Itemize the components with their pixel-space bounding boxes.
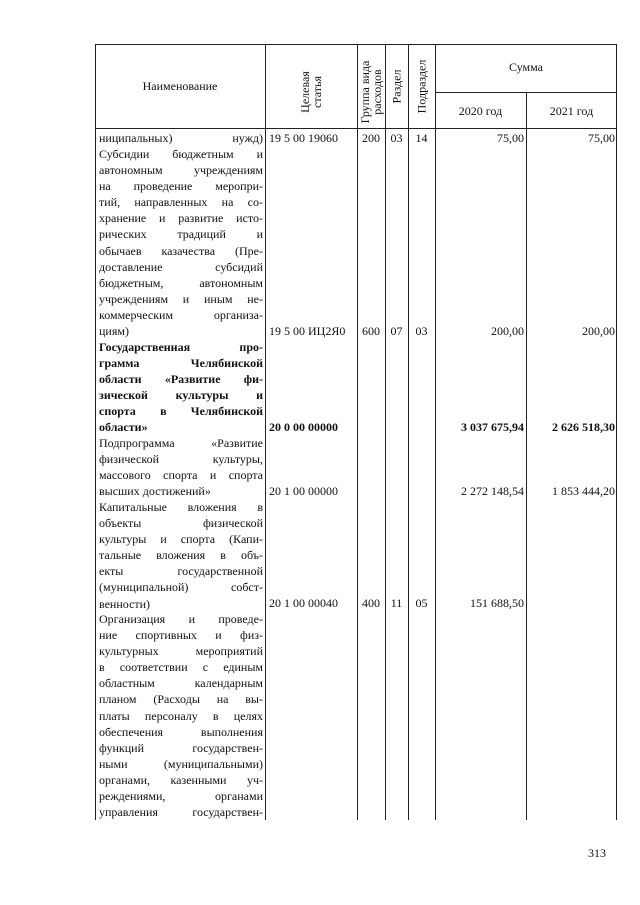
page-number: 313 bbox=[588, 846, 606, 860]
row-code: 19 5 00 ИЦ2Я0 bbox=[269, 324, 346, 338]
table-border-right bbox=[616, 44, 617, 820]
row-sum-2021: 1 853 444,20 bbox=[552, 484, 615, 498]
header-subsection: Подраздел bbox=[414, 59, 429, 114]
row-name: Организация и проведе- ние спортивных и физ- культурных мероприятий в соответствии с единым областным календарным планом (Расходы на вы- платы персоналу в целях обеспечения выполнения функций государствен- ными (муниципальными) органами, казенными уч- реждениями, органами управления государствен- bbox=[99, 612, 263, 820]
row-sum-2021: 2 626 518,30 bbox=[552, 420, 615, 434]
row-sum-2020: 200,00 bbox=[491, 324, 524, 338]
header-target-article: Целевая статья bbox=[298, 71, 324, 113]
row-sum-2021: 200,00 bbox=[582, 324, 615, 338]
row-sum-2020: 75,00 bbox=[497, 131, 524, 145]
header-year-2021: 2021 год bbox=[549, 104, 594, 118]
row-section: 11 bbox=[390, 596, 403, 610]
header-name: Наименование bbox=[142, 79, 218, 93]
row-code: 20 1 00 00000 bbox=[269, 484, 338, 498]
column-divider bbox=[357, 44, 358, 820]
row-name: Субсидии бюджетным и автономным учреждениям на проведение меропри- тий, направленных на со- хранение и развитие исто- рических традиций и обычаев казачества (Пре- доставление субсидий бюджетным, автономным учреждениям и иным не- коммерческим организа- циям) bbox=[99, 147, 263, 339]
row-group: 200 bbox=[362, 131, 380, 145]
row-name: Государственная про- грамма Челябинской области «Развитие фи- зической культуры и спорта в Челябинской области» bbox=[99, 340, 263, 435]
column-divider bbox=[408, 44, 409, 820]
row-sum-2020: 3 037 675,94 bbox=[461, 420, 524, 434]
row-section: 07 bbox=[390, 324, 403, 338]
row-code: 20 0 00 00000 bbox=[269, 420, 338, 434]
row-subsection: 05 bbox=[415, 596, 428, 610]
row-group: 600 bbox=[362, 324, 380, 338]
row-subsection: 03 bbox=[415, 324, 428, 338]
table-border-top bbox=[95, 44, 617, 45]
column-divider bbox=[265, 44, 266, 820]
row-name: Подпрограмма «Развитие физической культуры, массового спорта и спорта высших достижений» bbox=[99, 436, 263, 499]
column-divider bbox=[526, 92, 527, 820]
row-code: 20 1 00 00040 bbox=[269, 596, 338, 610]
table-border-left bbox=[95, 44, 96, 820]
budget-table bbox=[95, 44, 617, 820]
header-section: Раздел bbox=[389, 69, 404, 104]
sum-header-divider bbox=[435, 92, 617, 93]
row-section: 03 bbox=[390, 131, 403, 145]
header-year-2020: 2020 год bbox=[458, 104, 503, 118]
header-expense-group: Группа вида расходов bbox=[358, 60, 384, 124]
row-sum-2021: 75,00 bbox=[588, 131, 615, 145]
row-name: ниципальных) нужд) bbox=[99, 131, 263, 145]
row-code: 19 5 00 19060 bbox=[269, 131, 338, 145]
row-sum-2020: 2 272 148,54 bbox=[461, 484, 524, 498]
row-group: 400 bbox=[362, 596, 380, 610]
row-subsection: 14 bbox=[415, 131, 428, 145]
row-sum-2020: 151 688,50 bbox=[470, 596, 524, 610]
header-bottom-line bbox=[95, 128, 617, 129]
header-sum: Сумма bbox=[509, 60, 543, 74]
column-divider bbox=[385, 44, 386, 820]
row-name: Капитальные вложения в объекты физической культуры и спорта (Капи- тальные вложения в объ- екты государственной (муниципальной) собст- венности) bbox=[99, 500, 263, 611]
